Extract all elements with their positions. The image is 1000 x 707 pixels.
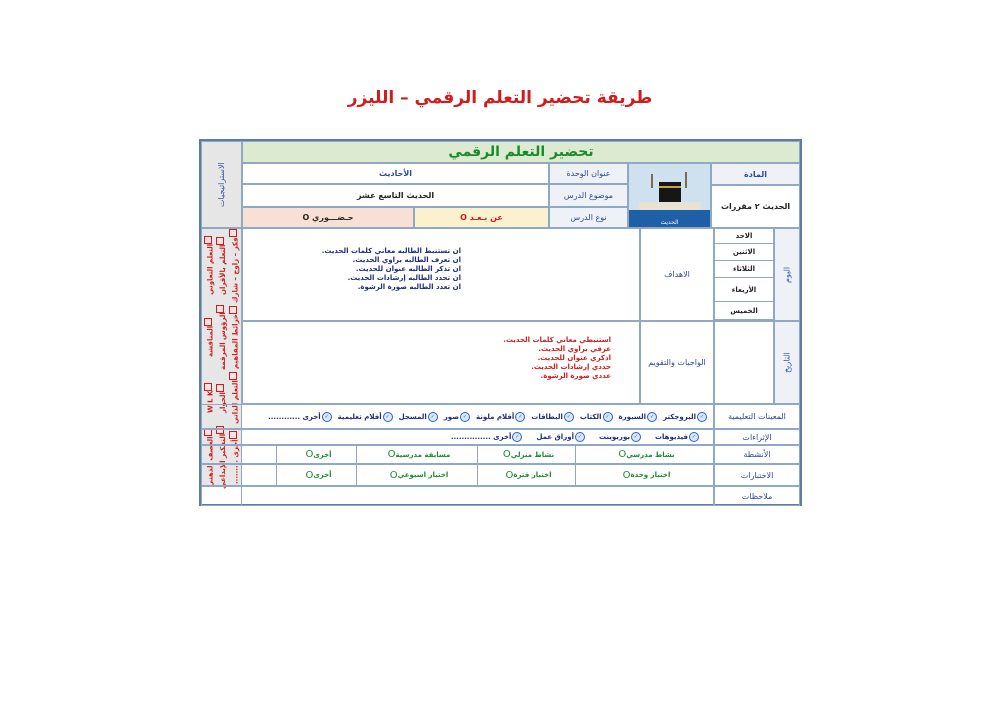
aids-row [201,404,714,429]
homework-item: عرفي براوي الحديث. [538,345,611,353]
unit-value: الأحاديث [242,163,549,184]
day-label: اليوم [782,266,792,283]
test-item[interactable] [477,465,575,485]
kaaba-icon [629,164,710,227]
radio-circle-icon: O [305,469,314,481]
strategy-item[interactable] [204,305,215,371]
subject-value: الحديث ٢ مقررات [711,185,800,228]
strategy-checkbox[interactable] [204,383,212,391]
aid-item-label: أفلام تعليمية [337,412,382,421]
objective-item: ان تحدد الطالبه إرشادات الحديث. [347,274,461,282]
test-item[interactable] [356,465,477,485]
strategies-label: الاستراتيجيات [217,162,226,207]
day-item: الخميس [715,302,773,320]
enrichment-item[interactable] [451,432,523,442]
activity-item[interactable] [575,446,713,463]
strategy-item[interactable] [229,229,240,303]
aid-item[interactable] [444,412,470,422]
radio-circle-icon: O [305,449,314,460]
check-circle-icon: ✓ [647,412,657,422]
check-circle-icon: ✓ [575,432,585,442]
aid-item[interactable] [663,412,707,422]
aid-item-label: المسجل [398,412,427,421]
kaaba-image [628,163,711,228]
strategy-label: التعلم الذاتي [231,380,240,425]
aid-item-label: أخرى ............ [268,412,321,421]
strategy-label: فكر – زاوج – شارك [231,237,240,303]
aid-item[interactable] [580,412,613,422]
date-value[interactable] [714,321,774,404]
homework-item: استنبطي معاني كلمات الحديث. [503,336,611,344]
strategy-label: الحوار [218,391,227,413]
enrichment-item-label: أوراق عمل [536,433,574,441]
days-column [714,228,774,321]
check-circle-icon: ✓ [460,412,470,422]
aid-item[interactable] [531,412,574,422]
strategies-header [201,141,242,228]
subject-label: المادة [711,163,800,185]
tests-label: الاختبارات [714,464,800,486]
radio-circle-icon: O [505,469,514,481]
check-circle-icon: ✓ [564,412,574,422]
activities-label: الأنشطة [714,445,800,464]
aids-label: المعينات التعليمية [714,404,800,429]
check-circle-icon: ✓ [383,412,393,422]
strategy-checkbox[interactable] [229,229,237,237]
objectives-label: الاهداف [640,228,714,321]
day-item: الاحد [715,229,773,244]
test-item-label: اختبار فترة [513,471,552,479]
strategy-checkbox[interactable] [204,236,212,244]
activity-item[interactable] [276,446,356,463]
objectives-content [242,228,640,321]
notes-value[interactable] [201,486,714,506]
strategy-label: التعلم التعاوني [206,244,215,296]
objective-item: ان تذكر الطالبه عنوان للحديث. [355,265,461,273]
activity-item-label: مسابقة مدرسية [395,450,451,459]
aid-item[interactable] [399,412,438,422]
strategy-label: أخرى ......... [231,439,240,485]
strategy-label: التعلم بالأقران [218,244,227,295]
check-circle-icon: ✓ [515,412,525,422]
aid-item-label: صور [443,412,459,421]
aid-item-label: السبورة [618,412,647,421]
aid-item[interactable] [476,412,525,422]
aid-item-label: البروجكتر [663,412,696,421]
objective-item: ان تعدد الطالبه صورة الرشوة. [357,283,461,291]
enrichment-item[interactable] [599,432,641,442]
day-item: الاثنين [715,244,773,261]
radio-circle-icon: O [618,449,627,460]
check-circle-icon: ✓ [689,432,699,442]
test-item-label: اختبار اسبوعي [397,471,449,479]
strategy-label: خرائط المفاهيم [231,313,240,369]
test-item-label: اختبار وحدة [630,471,671,479]
homework-item: اذكري عنوان للحديث. [537,354,611,362]
enrichment-item[interactable] [536,432,585,442]
enrichment-item-label: فيديوهات [654,433,688,441]
check-circle-icon: ✓ [697,412,707,422]
strategy-item[interactable] [216,305,227,371]
objective-item: ان تستنبط الطالبه معاني كلمات الحديث. [321,247,461,255]
strategy-label: المناقشة [206,325,215,358]
activity-item-label: نشاط منزلي [510,450,555,459]
days-list [715,229,773,320]
page-title: طريقة تحضير التعلم الرقمي – الليزر [347,88,653,108]
strategy-checkbox[interactable] [216,305,224,313]
aid-item-label: الكتاب [579,412,602,421]
strategy-checkbox[interactable] [216,237,224,245]
enrichment-label: الإثراءات [714,429,800,445]
strategy-label: العصف الذهني [206,436,215,487]
activity-item-label: أخرى [313,450,332,459]
date-label: التاريخ [782,352,792,373]
image-caption: الحديث [660,219,679,226]
unit-label: عنوان الوحدة [549,163,628,184]
lesson-type-presence[interactable]: حـضـــوري O [242,207,414,228]
check-circle-icon: ✓ [603,412,613,422]
check-circle-icon: ✓ [631,432,641,442]
notes-label: ملاحظات [714,486,800,506]
day-item: الثلاثاء [715,261,773,278]
lesson-value: الحديث التاسع عشر [242,184,549,207]
day-header [774,228,800,321]
strategy-item[interactable] [229,305,240,371]
test-item-label: أخرى [313,471,332,479]
homework-content [242,321,640,404]
objectives-list [322,247,461,292]
test-item[interactable] [575,465,713,485]
lesson-type-remote[interactable]: عن بـعـد O [414,207,549,228]
aid-item-label: البطاقات [531,412,563,421]
lesson-plan-form [199,139,802,506]
strategy-item[interactable] [216,229,227,303]
enrichment-item[interactable] [655,432,699,442]
date-header [774,321,800,404]
strategy-checkbox[interactable] [229,306,237,314]
activity-item[interactable] [477,446,575,463]
enrichment-item-label: بوربوينت [599,433,630,441]
activity-item-label: نشاط مدرسي [626,450,675,459]
check-circle-icon: ✓ [428,412,438,422]
aid-item[interactable] [338,412,393,422]
objective-item: ان تعرف الطالبه براوي الحديث. [352,256,461,264]
day-item: الأربعاء [715,278,773,302]
test-item[interactable] [276,465,356,485]
strategy-item[interactable] [204,229,215,303]
enrichment-item-label: أخرى ............... [450,433,512,441]
radio-circle-icon: O [389,469,398,481]
strategy-checkbox[interactable] [204,318,212,326]
radio-circle-icon: O [502,449,511,460]
activity-item[interactable] [356,446,477,463]
enrichment-row [201,429,714,445]
aid-item[interactable] [268,412,332,422]
aid-item-label: أقلام ملونة [475,412,515,421]
homework-label: الواجبات والتقويم [640,321,714,404]
tests-grid [201,464,714,486]
radio-circle-icon: O [387,449,396,460]
form-banner: تحضير التعلم الرقمي [242,141,800,163]
strategy-checkbox[interactable] [229,372,237,380]
strategy-checkbox[interactable] [216,384,224,392]
homework-item: حددي إرشادات الحديث. [531,363,611,371]
strategy-label: W L K [206,391,215,414]
activities-grid [201,445,714,464]
radio-circle-icon: O [622,469,631,481]
check-circle-icon: ✓ [322,412,332,422]
lesson-label: موضوع الدرس [549,184,628,207]
lesson-type-label: نوع الدرس [549,207,628,228]
check-circle-icon: ✓ [512,432,522,442]
strategy-label: التفكير الإبداعي [218,434,227,490]
homework-item: عددي صورة الرشوة. [540,372,611,380]
homework-list [503,336,611,381]
aid-item[interactable] [619,412,658,422]
strategy-label: الرؤوس المرقمة [218,312,227,371]
